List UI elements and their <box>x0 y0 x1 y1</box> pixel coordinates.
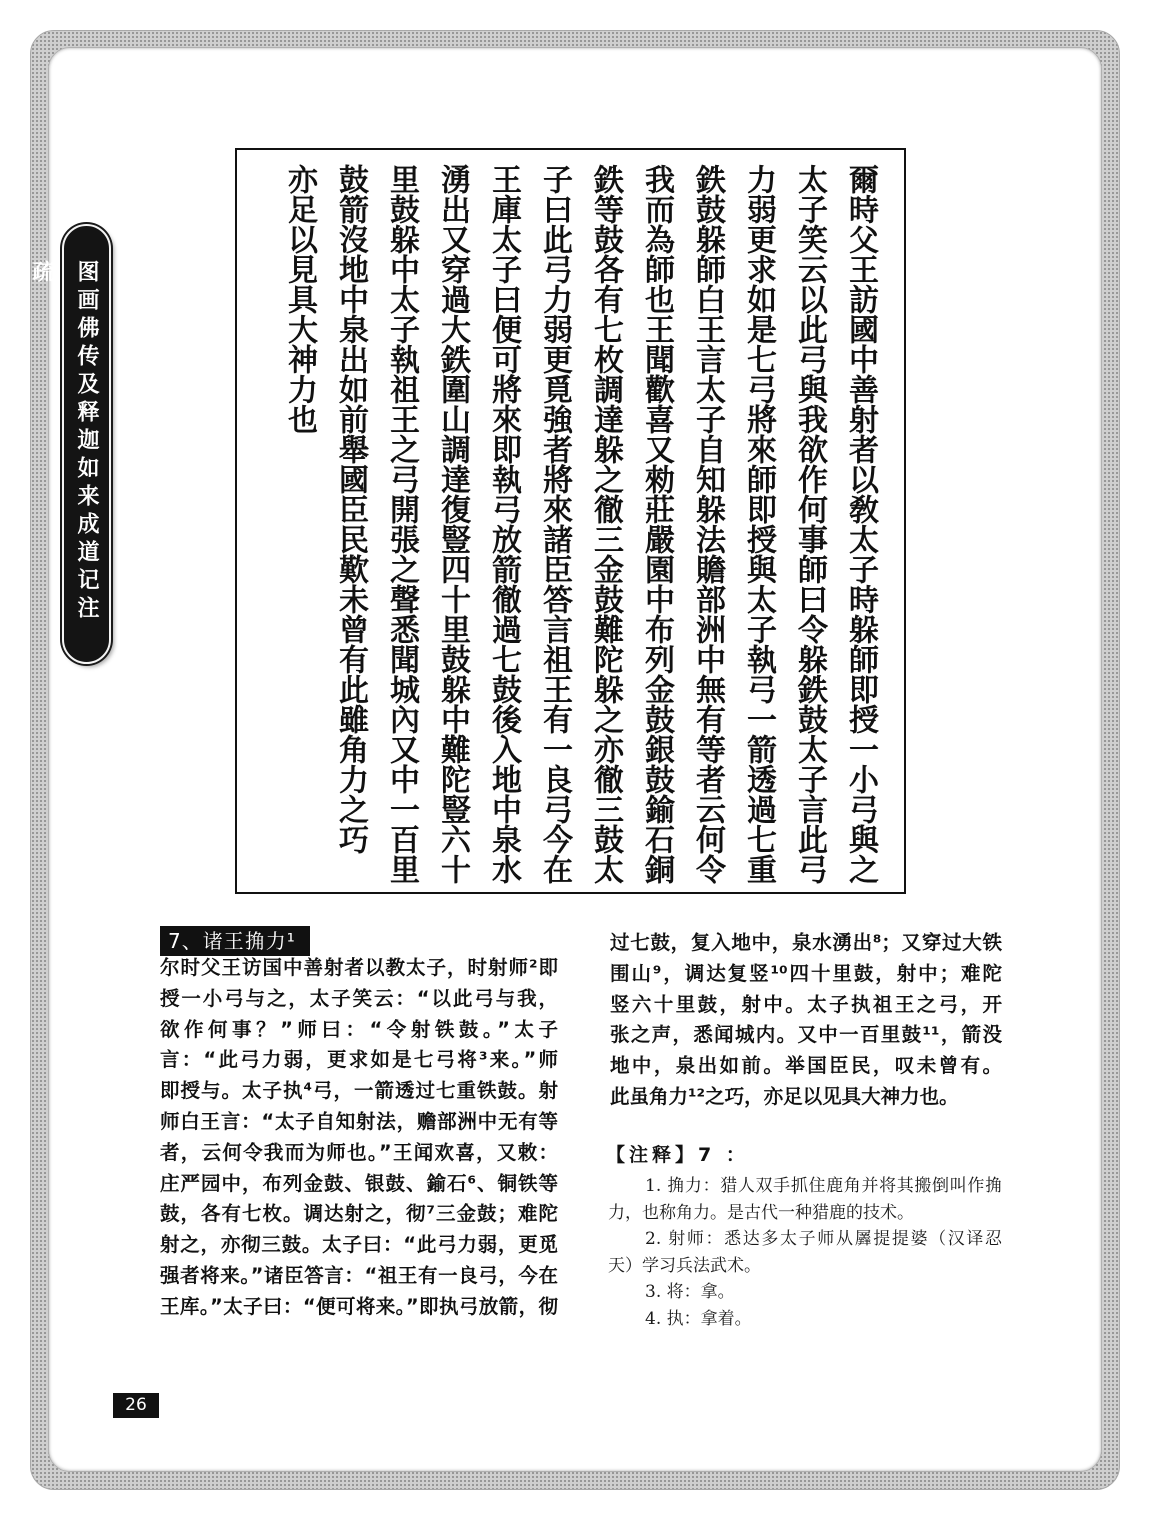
text-line: 地中，泉出如前。举国臣民，叹未曾有。 <box>610 1054 1002 1078</box>
translation-right-column <box>610 928 1002 1113</box>
calligraphy-column: 鉄鼓躲師白王言太子自知躲法贍部洲中無有等者云何令 <box>690 164 725 884</box>
text-line: 过七鼓，复入地中，泉水湧出⁸；又穿过大铁 <box>610 931 1002 954</box>
notes-list <box>608 1173 1002 1332</box>
text-line: 围山⁹，调达复竖¹⁰四十里鼓，射中；难陀 <box>610 961 1002 985</box>
calligraphy-panel <box>235 148 906 894</box>
calligraphy-column: 鼓箭沒地中泉出如前舉國臣民歎未曾有此雖角力之巧 <box>333 164 368 854</box>
notes-heading: 【注释】7 ： <box>606 1144 749 1166</box>
translation-left-column <box>160 953 558 1323</box>
text-line: 张之声，悉闻城内。又中一百里鼓¹¹，箭没 <box>610 1023 1002 1047</box>
text-line: 即授与。太子执⁴弓，一箭透过七重铁鼓。射 <box>160 1079 558 1103</box>
text-line: 射之，亦彻三鼓。太子曰：“此弓力弱，更觅 <box>160 1233 558 1257</box>
calligraphy-column: 力弱更求如是七弓將來師即授與太子執弓一箭透過七重 <box>741 164 776 884</box>
text-line: 欲作何事？”师曰：“令射铁鼓。”太子 <box>160 1017 558 1041</box>
calligraphy-column: 爾時父王訪國中善射者以敎太子時躲師即授一小弓與之 <box>843 164 878 884</box>
calligraphy-column: 我而為師也王聞歡喜又勑莊嚴園中布列金鼓銀鼓鍮石銅 <box>639 164 674 884</box>
calligraphy-column: 亦足以見具大神力也 <box>282 164 317 434</box>
page-number: 26 <box>113 1393 159 1418</box>
note-line: 3. 将：拿。 <box>645 1282 735 1302</box>
text-line: 授一小弓与之，太子笑云：“以此弓与我， <box>160 986 558 1010</box>
calligraphy-column: 鉄等鼓各有七枚調達躲之徹三金鼓難陀躲之亦徹三鼓太 <box>588 164 623 884</box>
text-line: 强者将来。”诸臣答言：“祖王有一良弓，今在 <box>160 1263 558 1287</box>
note-line: 4. 执：拿着。 <box>645 1308 752 1329</box>
note-line: 力，也称角力。是古代一种猎鹿的技术。 <box>608 1202 914 1223</box>
text-line: 言：“此弓力弱，更求如是七弓将³来。”师 <box>160 1048 558 1072</box>
text-line: 庄严园中，布列金鼓、银鼓、鍮石⁶、铜铁等 <box>160 1171 558 1195</box>
text-line: 尔时父王访国中善射者以教太子，时射师²即 <box>160 956 558 979</box>
text-line: 此虽角力¹²之巧，亦足以见具大神力也。 <box>610 1084 959 1108</box>
calligraphy-column: 里鼓躲中太子執祖王之弓開張之聲悉聞城內又中一百里 <box>384 164 419 884</box>
calligraphy-column: 湧出又穿過大鉄圍山調達復豎四十里鼓躲中難陀豎六十 <box>435 164 470 884</box>
text-line: 鼓，各有七枚。调达射之，彻⁷三金鼓；难陀 <box>160 1202 558 1226</box>
note-line: 天）学习兵法武术。 <box>608 1255 761 1276</box>
note-line: 1. 捔力：猎人双手抓住鹿角并将其搬倒叫作捔 <box>645 1176 1002 1196</box>
text-line: 师白王言：“太子自知射法，赡部洲中无有等 <box>160 1109 558 1133</box>
calligraphy-column: 王庫太子曰便可將來即執弓放箭徹過七鼓後入地中泉水 <box>486 164 521 884</box>
note-line: 2. 射师：悉达多太子师从羼提提婆（汉译忍 <box>645 1229 1002 1249</box>
text-line: 王库。”太子曰：“便可将来。”即执弓放箭，彻 <box>160 1294 558 1318</box>
section-heading: 7、诸王捔力¹ <box>160 926 310 956</box>
book-title: 图画佛传及释迦如来成道记注疏 <box>29 260 99 624</box>
text-line: 者，云何令我而为师也。”王闻欢喜，又敕： <box>160 1140 558 1164</box>
calligraphy-column: 子曰此弓力弱更覓強者將來諸臣答言祖王有一良弓今在 <box>537 164 572 884</box>
book-title-tab <box>29 224 111 664</box>
calligraphy-column: 太子笑云以此弓與我欲作何事師曰令躲鉄鼓太子言此弓 <box>792 164 827 884</box>
text-line: 竖六十里鼓，射中。太子执祖王之弓，开 <box>610 992 1002 1016</box>
